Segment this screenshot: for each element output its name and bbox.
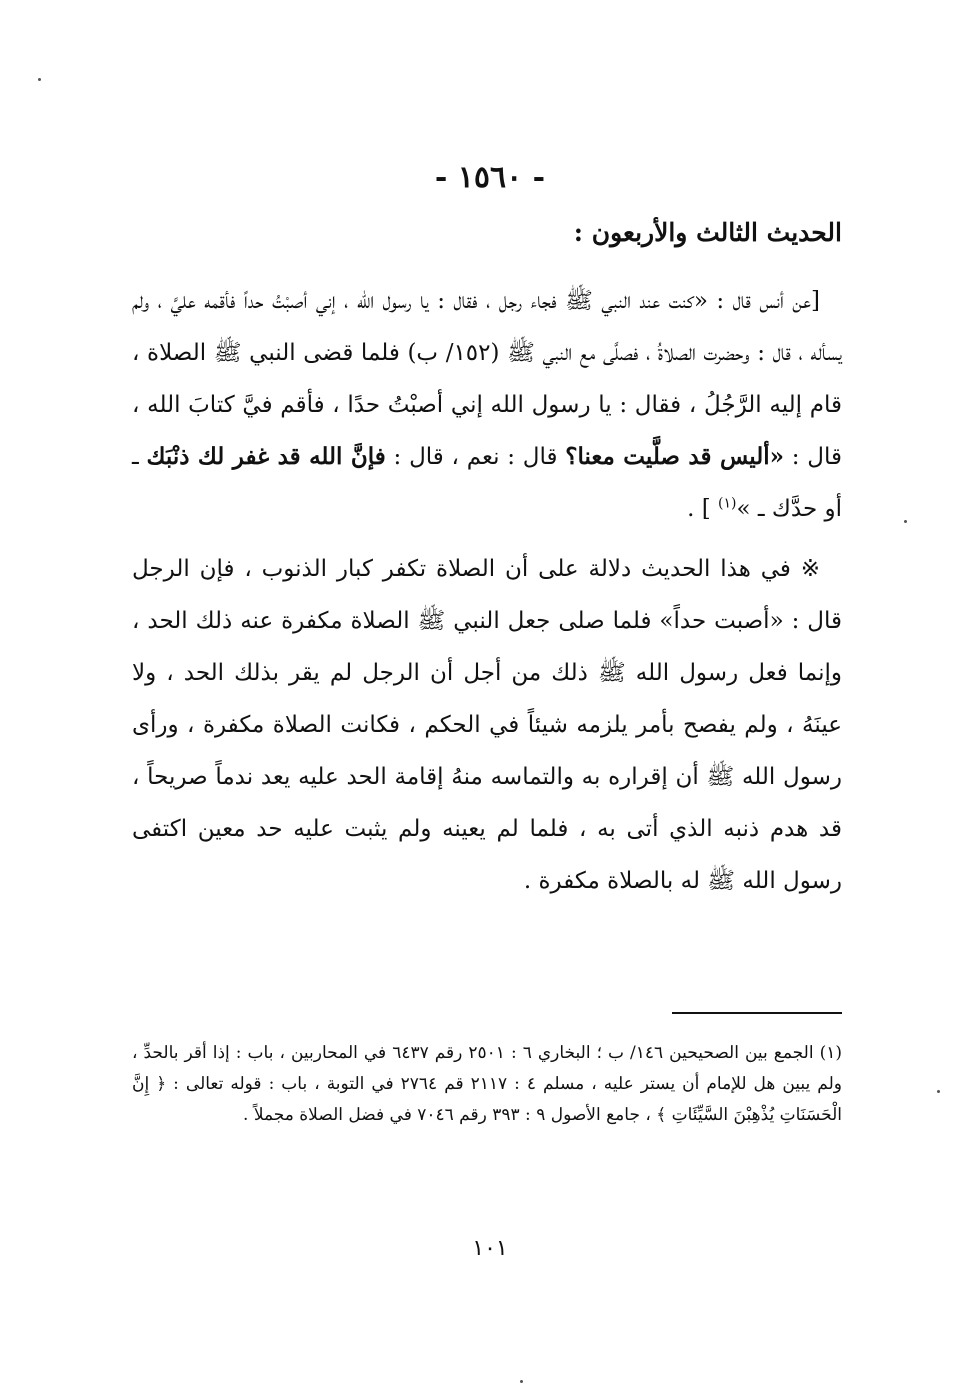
hadith-number-header: - ١٥٦٠ -: [434, 160, 546, 195]
footnote-marker: (١): [718, 495, 737, 512]
hadith-bold-answer: فإنَّ الله قد غفر لك ذنْبَك: [146, 443, 386, 470]
scan-speck: [520, 1380, 523, 1383]
hadith-bold-question: «أليس قد صلَّيت معنا؟: [565, 443, 784, 470]
hadith-middle: قال : نعم ، قال :: [385, 444, 566, 470]
hadith-text: [132, 275, 842, 535]
scan-speck: [937, 1090, 940, 1093]
commentary-paragraph: ※ في هذا الحديث دلالة على أن الصلاة تكفر كبار الذنوب ، فإن الرجل قال : «أصبت حداً» فلما صلى جعل النبي ﷺ الصلاة مكفرة عنه ذلك الحد ، وإنما فعل رسول الله ﷺ ذلك من أجل أن الرجل لم يقر بذلك الحد ، ولا عينَهُ ، ولم يفصح بأمر يلزمه شيئاً في الحكم ، فكانت الصلاة مكفرة ، ورأى رسول الله ﷺ أن إقراره به والتماسه منهُ إقامة الحد عليه يعد ندماً صريحاً ، قد هدم ذنبه الذي أتى به ، فلما لم يعينه ولم يثبت عليه حد معين اكتفى رسول الله ﷺ له بالصلاة مكفرة .: [132, 556, 842, 894]
scan-speck: [38, 78, 41, 81]
hadith-paragraph: [132, 275, 842, 535]
hadith-variant: ـ أو حدَّك ـ »: [132, 444, 842, 522]
page-number: ١٠١: [472, 1236, 508, 1261]
hadith-intro: [عن أنس قال : «كنت عند النبي ﷺ فجاء رجل ، فقال : يا رسول الله ، إني أصبْتُ حداً فأقمه عليَّ ، ولم يسأله ، قال : وحضرت الصلاةُ ، فصلَّى مع النبي ﷺ (١٥٢/ ب) فلما قضى النبي ﷺ الصلاة ، قام إليه الرَّجُلُ ، فقال : يا رسول الله إني أصبْتُ حدًا ، فأقم فيَّ كتابَ الله ، قال :: [132, 288, 842, 470]
footnote-divider: [672, 1012, 842, 1014]
footnote-text: (١) الجمع بين الصحيحين ١٤٦/ ب ؛ البخاري ٦ : ٢٥٠١ رقم ٦٤٣٧ في المحاربين ، باب : إذا أقر بالحدِّ ، ولم يبين هل للإمام أن يستر عليه ، مسلم ٤ : ٢١١٧ قم ٢٧٦٤ في التوبة ، باب : قوله تعالى : ﴿ إِنَّ الْحَسَنَاتِ يُذْهِبْنَ السَّيِّئَاتِ ﴾ ، جامع الأصول ٩ : ٣٩٣ رقم ٧٠٤٦ في فضل الصلاة مجملاً .: [132, 1043, 842, 1125]
commentary: [132, 543, 842, 907]
scan-speck: [904, 520, 907, 523]
hadith-closing: ] .: [687, 496, 719, 522]
section-heading: الحديث الثالث والأربعون :: [573, 218, 842, 247]
